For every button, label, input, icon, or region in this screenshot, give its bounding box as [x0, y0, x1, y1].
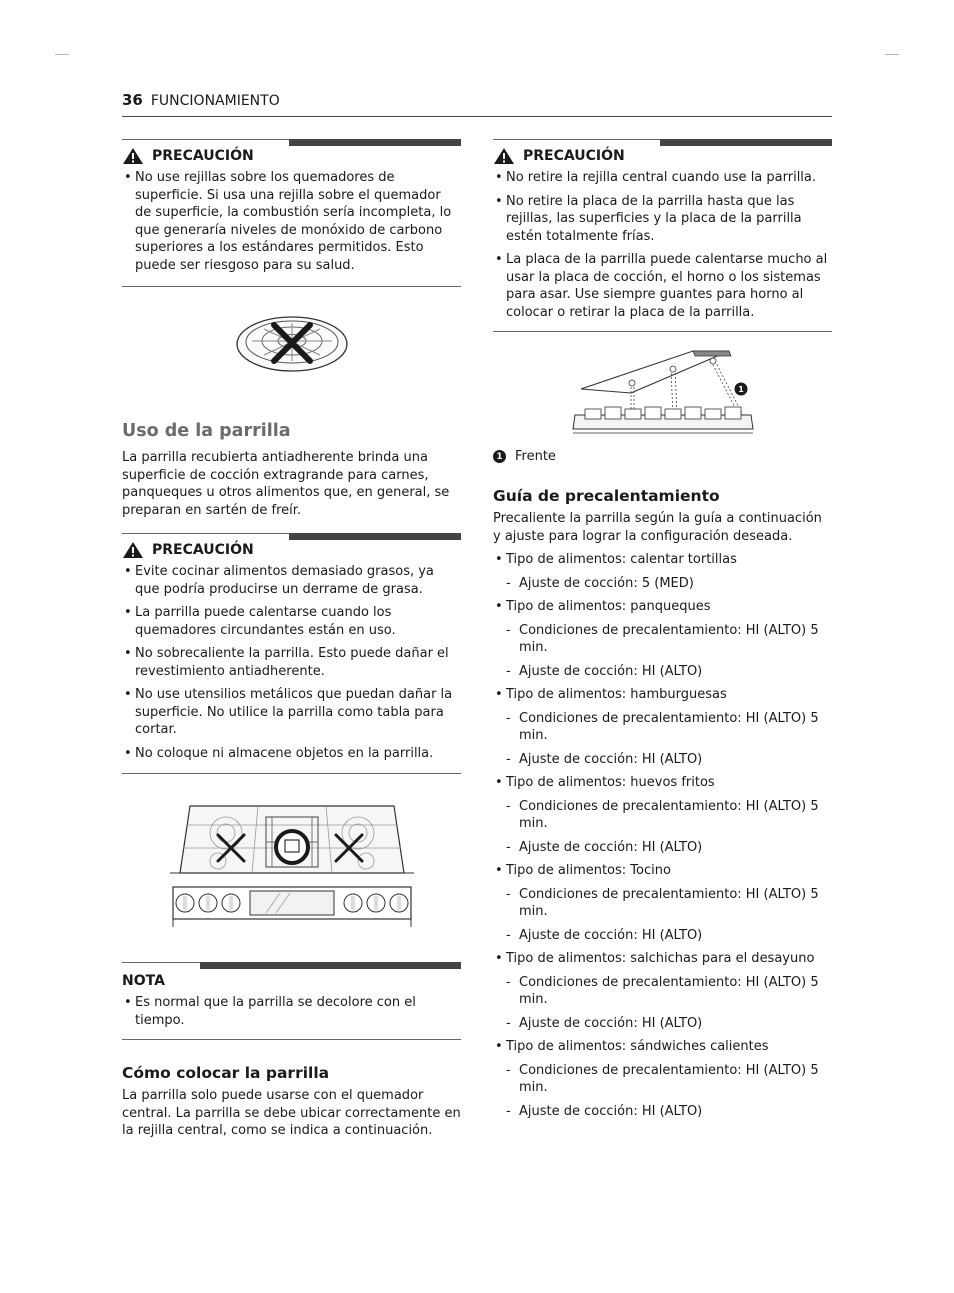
caution-title: PRECAUCIÓN [152, 542, 254, 558]
caution-box-3 [493, 139, 832, 332]
food-type-item: • Tipo de alimentos: Tocino [493, 862, 832, 880]
page-header [122, 90, 832, 117]
caution-list [122, 169, 461, 274]
svg-text:1: 1 [737, 385, 744, 394]
section-heading-uso: Uso de la parrilla [122, 421, 291, 441]
caution-heading [122, 540, 461, 560]
food-type-item: • Tipo de alimentos: salchichas para el desayuno [493, 950, 832, 968]
caution-title: PRECAUCIÓN [152, 148, 254, 164]
crop-mark-right [885, 54, 899, 55]
preheat-guide-list [493, 551, 832, 1120]
warning-icon [122, 541, 144, 559]
food-type-item: • Tipo de alimentos: huevos fritos [493, 774, 832, 792]
caution-list [122, 563, 461, 762]
uso-paragraph: La parrilla recubierta antiadherente brinda una superficie de cocción extragrande para carnes, panqueques u otros alimentos que, en general, se preparan en sartén de freír. [122, 450, 450, 518]
setting-line: - Ajuste de cocción: HI (ALTO) [493, 1103, 832, 1121]
note-list [122, 994, 461, 1029]
setting-line: - Condiciones de precalentamiento: HI (ALTO) 5 min. [493, 622, 832, 657]
list-item: • Es normal que la parrilla se decolore con el tiempo. [122, 994, 461, 1029]
setting-line: - Condiciones de precalentamiento: HI (ALTO) 5 min. [493, 710, 832, 745]
cooktop-placement-illustration [168, 803, 416, 931]
food-type-item: • Tipo de alimentos: hamburguesas [493, 686, 832, 704]
note-title: NOTA [122, 973, 165, 989]
caution-heading [493, 146, 832, 166]
food-type-item: • Tipo de alimentos: calentar tortillas [493, 551, 832, 569]
caution-box-2 [122, 533, 461, 774]
caution-list [493, 169, 832, 321]
list-item: • No use utensilios metálicos que puedan dañar la superficie. No utilice la parrilla como tabla para cortar. [122, 686, 461, 739]
list-item: • No retire la placa de la parrilla hasta que las rejillas, las superficies y la placa de la parrilla estén totalmente frías. [493, 193, 832, 246]
setting-line: - Condiciones de precalentamiento: HI (ALTO) 5 min. [493, 886, 832, 921]
colocar-paragraph: La parrilla solo puede usarse con el quemador central. La parrilla se debe ubicar correctamente en la rejilla central, como se indica a continuación. [122, 1088, 461, 1138]
food-type-item: • Tipo de alimentos: panqueques [493, 598, 832, 616]
warning-icon [122, 147, 144, 165]
right-column [493, 139, 832, 1120]
left-column [122, 139, 461, 1140]
setting-line: - Ajuste de cocción: HI (ALTO) [493, 663, 832, 681]
food-type-item: • Tipo de alimentos: sándwiches calientes [493, 1038, 832, 1056]
setting-line: - Condiciones de precalentamiento: HI (ALTO) 5 min. [493, 974, 832, 1009]
griddle-install-illustration [571, 349, 755, 439]
setting-line: - Ajuste de cocción: HI (ALTO) [493, 839, 832, 857]
setting-line: - Ajuste de cocción: 5 (MED) [493, 575, 832, 593]
callout-number: 1 [493, 450, 506, 463]
list-item: • La placa de la parrilla puede calentarse mucho al usar la placa de cocción, el horno o los sistemas para asar. Use siempre guantes para horno al colocar o retirar la placa de la parrilla. [493, 251, 832, 321]
list-item: • No coloque ni almacene objetos en la parrilla. [122, 745, 461, 763]
caution-title: PRECAUCIÓN [523, 148, 625, 164]
setting-line: - Ajuste de cocción: HI (ALTO) [493, 751, 832, 769]
guia-intro: Precaliente la parrilla según la guía a continuación y ajuste para lograr la configuración deseada. [493, 511, 822, 544]
crop-mark-left [55, 54, 69, 55]
warning-icon [493, 147, 515, 165]
figure-legend [493, 449, 832, 464]
page-number: 36 [122, 91, 143, 109]
grate-prohibited-illustration [232, 311, 352, 377]
section-title: FUNCIONAMIENTO [150, 93, 280, 109]
setting-line: - Condiciones de precalentamiento: HI (ALTO) 5 min. [493, 1062, 832, 1097]
setting-line: - Condiciones de precalentamiento: HI (ALTO) 5 min. [493, 798, 832, 833]
list-item: • No retire la rejilla central cuando use la parrilla. [493, 169, 832, 187]
section-heading-colocar: Cómo colocar la parrilla [122, 1064, 330, 1082]
legend-label: Frente [515, 449, 556, 464]
note-box [122, 962, 461, 1040]
list-item: • No sobrecaliente la parrilla. Esto puede dañar el revestimiento antiadherente. [122, 645, 461, 680]
section-heading-guia: Guía de precalentamiento [493, 487, 720, 505]
caution-box-1 [122, 139, 461, 287]
setting-line: - Ajuste de cocción: HI (ALTO) [493, 927, 832, 945]
list-item: • Evite cocinar alimentos demasiado grasos, ya que podría producirse un derrame de grasa. [122, 563, 461, 598]
caution-heading [122, 146, 461, 166]
note-heading [122, 971, 461, 991]
setting-line: - Ajuste de cocción: HI (ALTO) [493, 1015, 832, 1033]
list-item: • No use rejillas sobre los quemadores de superficie. Si usa una rejilla sobre el quemador de superficie, la combustión sería incompleta, lo que generaría niveles de monóxido de carbono superiores a los estándares permitidos. Esto puede ser riesgoso para su salud. [122, 169, 461, 274]
list-item: • La parrilla puede calentarse cuando los quemadores circundantes están en uso. [122, 604, 461, 639]
